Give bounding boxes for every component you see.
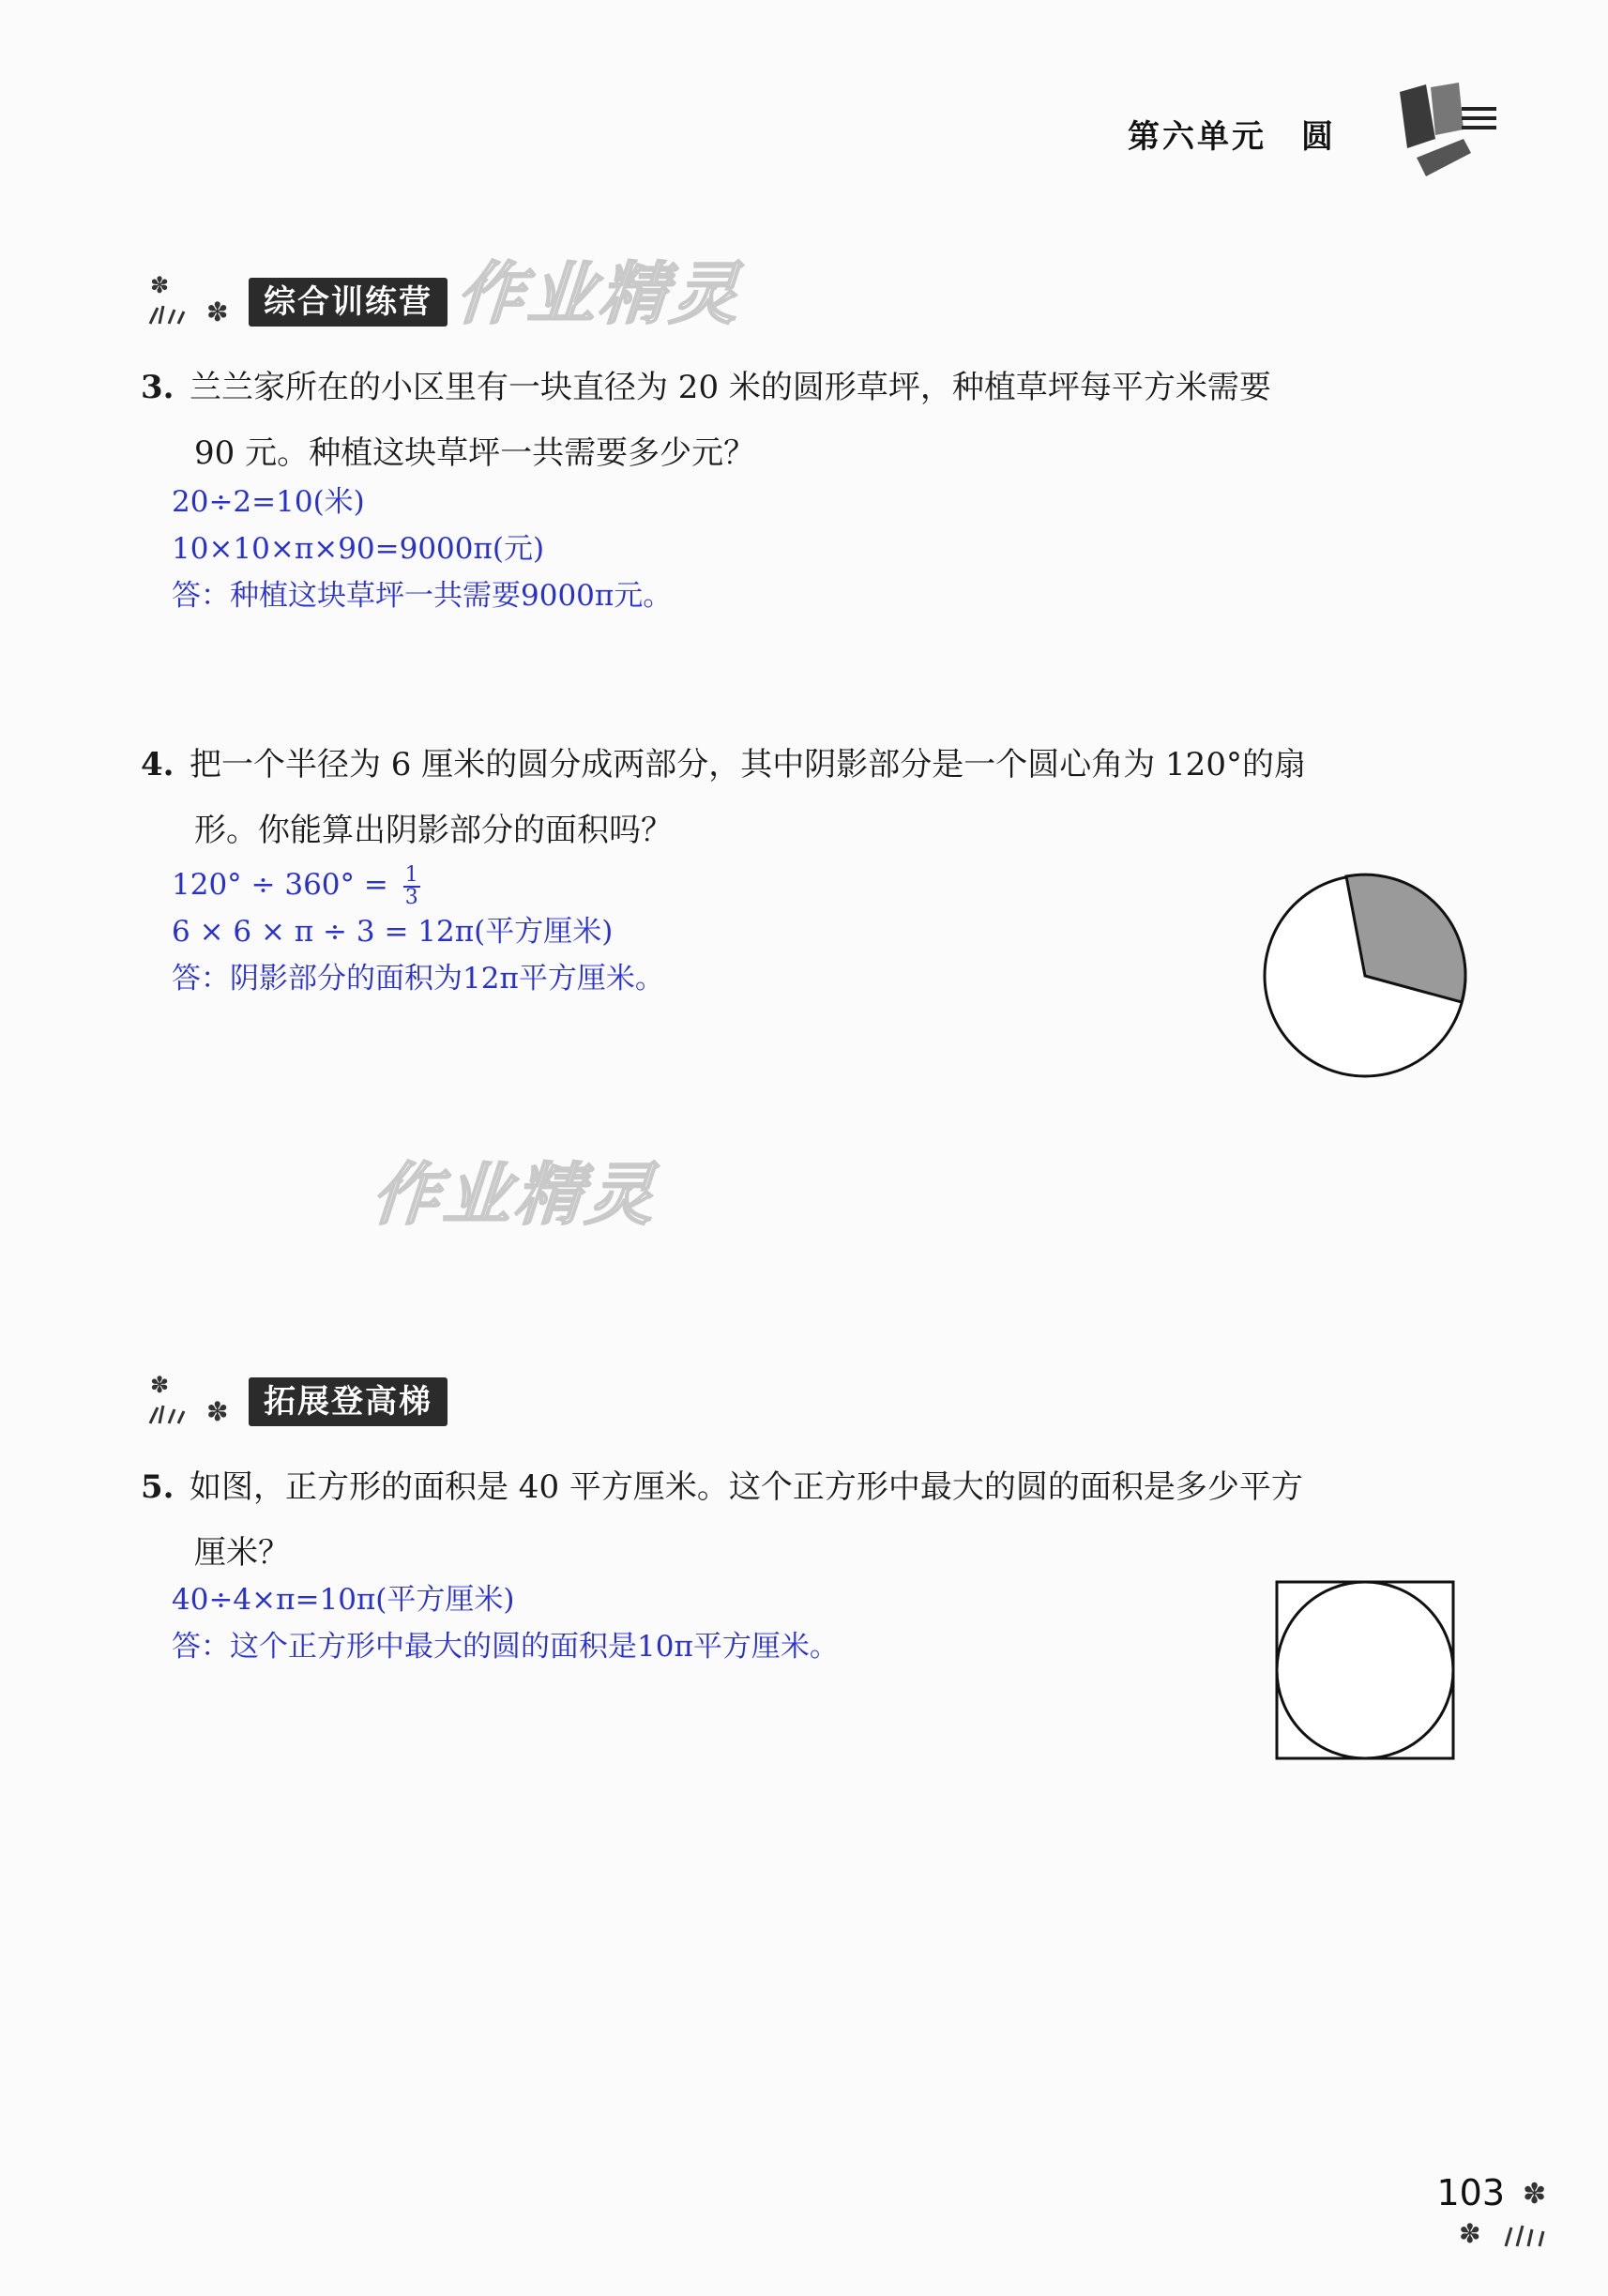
- answer-line: 答：种植这块草坪一共需要9000π元。: [172, 579, 673, 613]
- section-header-comprehensive: [141, 272, 488, 330]
- flower-grass-icon: [141, 272, 249, 330]
- question-number: 5.: [141, 1468, 174, 1506]
- flower-grass-icon: [141, 1372, 249, 1430]
- svg-text:✽: ✽: [1523, 2178, 1547, 2211]
- answer-3: [172, 479, 672, 619]
- answer-line: 6 × 6 × π ÷ 3 = 12π(平方厘米): [172, 915, 614, 949]
- question-number: 3.: [141, 369, 174, 406]
- answer-line: 40÷4×π=10π(平方厘米): [172, 1583, 515, 1617]
- svg-text:✽: ✽: [150, 1372, 170, 1398]
- question-4: [141, 732, 1306, 863]
- answer-line: 20÷2=10(米): [172, 485, 365, 519]
- svg-text:✽: ✽: [206, 297, 229, 327]
- square-circle-figure: [1271, 1576, 1459, 1764]
- flower-grass-icon: [1449, 2167, 1562, 2252]
- fraction: [403, 862, 420, 909]
- watermark: 作业精灵: [365, 1155, 676, 1234]
- section-label: 拓展登高梯: [249, 1377, 448, 1426]
- question-number: 4.: [141, 746, 174, 783]
- question-text: 把一个半径为 6 厘米的圆分成两部分，其中阴影部分是一个圆心角为 120°的扇: [190, 746, 1306, 783]
- sector-figure: [1257, 868, 1473, 1084]
- svg-text:✽: ✽: [206, 1396, 229, 1427]
- fraction-numerator: 1: [404, 862, 418, 887]
- answer-expression: 120° ÷ 360° =: [172, 868, 388, 902]
- section-label: 综合训练营: [249, 278, 448, 327]
- question-text: 兰兰家所在的小区里有一块直径为 20 米的圆形草坪，种植草坪每平方米需要: [190, 369, 1271, 406]
- question-text: 如图，正方形的面积是 40 平方厘米。这个正方形中最大的圆的面积是多少平方: [190, 1468, 1303, 1506]
- question-text-line2: 形。你能算出阴影部分的面积吗？: [194, 812, 673, 849]
- question-5: [141, 1454, 1303, 1586]
- unit-title: 第六单元 圆: [1128, 118, 1336, 156]
- answer-line: 答：阴影部分的面积为12π平方厘米。: [172, 962, 664, 996]
- watermark: 作业精灵: [449, 254, 761, 333]
- answer-4: [172, 861, 664, 1002]
- answer-line: 10×10×π×90=9000π(元): [172, 532, 545, 566]
- header-book-icon: [1388, 73, 1510, 195]
- svg-text:✽: ✽: [1459, 2218, 1481, 2249]
- section-header-extension: [141, 1372, 488, 1430]
- question-text-line2: 90 元。种植这块草坪一共需要多少元？: [194, 434, 756, 472]
- answer-5: [172, 1576, 839, 1670]
- fraction-denominator: 3: [404, 885, 418, 909]
- answer-line: [172, 861, 664, 908]
- question-3: [141, 355, 1271, 486]
- svg-text:✽: ✽: [150, 272, 170, 298]
- page-number: 103: [1436, 2172, 1505, 2213]
- question-text-line2: 厘米？: [194, 1534, 290, 1572]
- answer-line: 答：这个正方形中最大的圆的面积是10π平方厘米。: [172, 1630, 839, 1664]
